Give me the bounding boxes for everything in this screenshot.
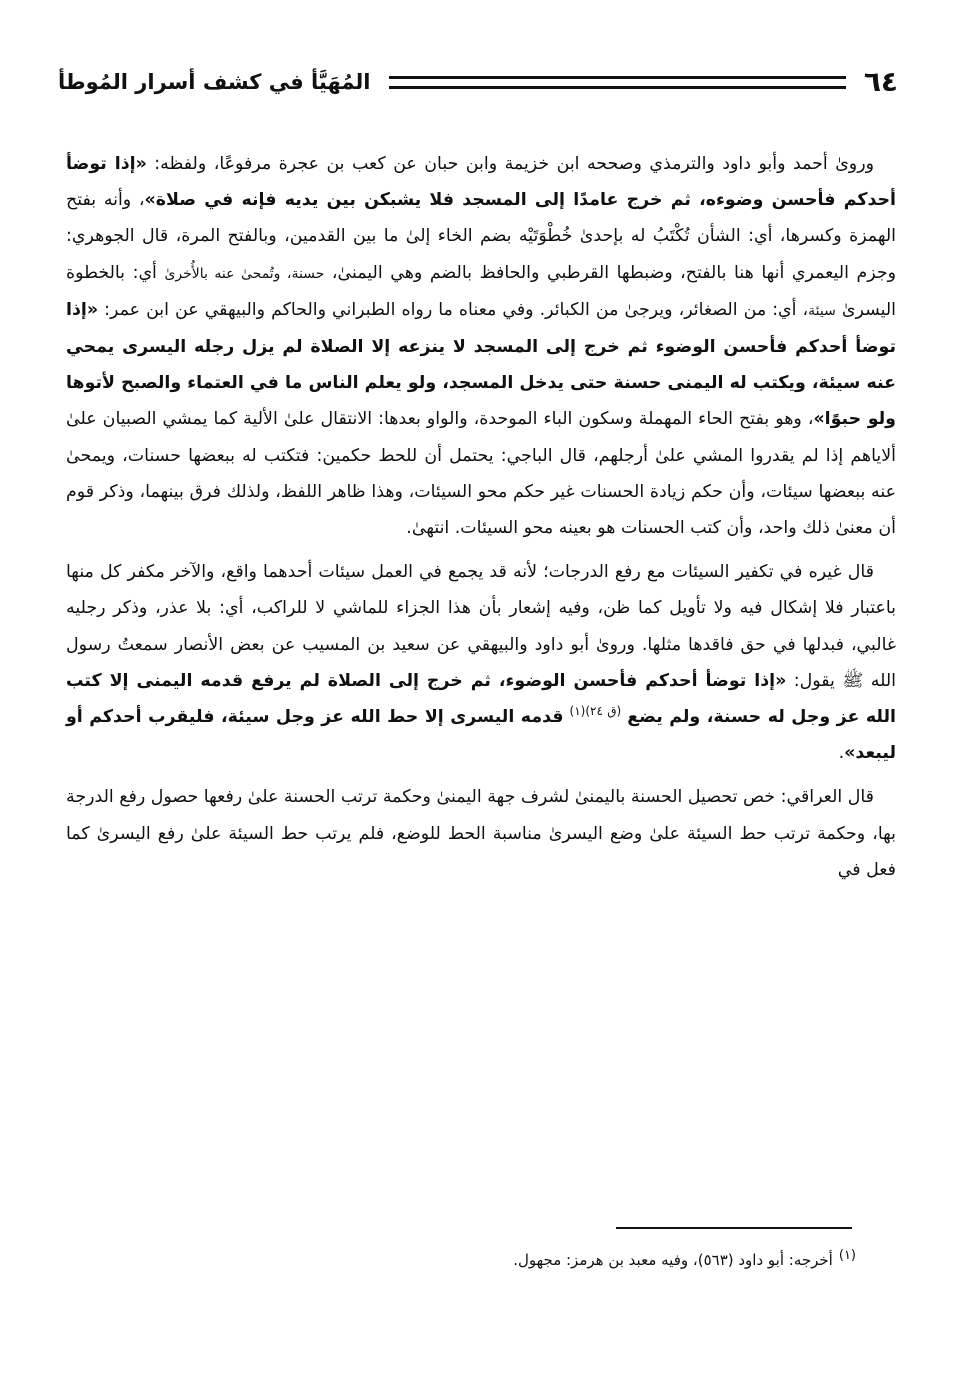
paragraph-2 [66, 554, 896, 771]
text-run: ، وهو بفتح الحاء المهملة وسكون الباء الموحدة، والواو بعدها: الانتقال علىٰ الألية كما يمشي الصبيان علىٰ ألاياهم إذا لم يقدروا المشي علىٰ أرجلهم، قال الباجي: يحتمل أن للحط حكمين: فتكتب له ببعضها حسنات، ويمحىٰ عنه ببعضها سيئات، وأن حكم زيادة الحسنات غير حكم محو السيئات، وهذا ظاهر اللفظ، ولذلك فرق بينهما، وذكر قوم أن معنىٰ ذلك واحد، وأن كتب الحسنات هو بعينه محو السيئات. انتهىٰ. [66, 409, 896, 539]
header-double-rule [389, 76, 846, 89]
text-run: قال العراقي: خص تحصيل الحسنة باليمنىٰ لشرف جهة اليمنىٰ وحكمة ترتب الحسنة علىٰ رفعها حصول رفع الدرجة بها، وحكمة ترتب حط السيئة علىٰ وضع اليسرىٰ مناسبة الحط للوضع، فلم يرتب حط السيئة علىٰ رفع اليسرىٰ كما فعل في [66, 787, 896, 880]
paragraph-1 [66, 146, 896, 546]
footnote-text: أخرجه: أبو داود (٥٦٣)، وفيه معبد بن هرمز: مجهول. [513, 1251, 833, 1269]
footnote-marker: (١) [838, 1248, 856, 1263]
running-header [58, 62, 898, 102]
manuscript-folio-marker: (ق ٢٤) [585, 704, 622, 719]
matn-quote: سيئة [808, 302, 836, 319]
text-run: . [838, 743, 845, 764]
hadith-quote: «إذا توضأ أحدكم فأحسن وضوءه، ثم خرج عامدًا إلى المسجد فلا يشبكن بين يديه فإنه في صلاة» [66, 154, 896, 211]
footnote [300, 1242, 856, 1274]
paragraph-3 [66, 779, 896, 888]
main-text [66, 146, 896, 888]
text-run: ، وأنه بفتح الهمزة وكسرها، أي: الشأن تُكْتَبُ له بإحدىٰ خُطْوَتَيْه بضم الخاء إلىٰ ما بين القدمين، وبالفتح المرة، قال الجوهري: وجزم اليعمري أنها هنا بالفتح، وضبطها القرطبي والحافظ بالضم وهي اليمنىٰ، [66, 190, 896, 283]
text-run: أي: بالخطوة اليسرىٰ [66, 262, 896, 320]
hadith-quote: «إذا توضأ أحدكم فأحسن الوضوء، ثم خرج إلى الصلاة لم يرفع قدمه اليمنى إلا كتب الله عز وجل له حسنة، ولم يضع [66, 670, 897, 728]
page-number: ٦٤ [863, 65, 898, 98]
book-title: المُهَيَّأ في كشف أسرار المُوطأ [58, 70, 371, 94]
text-run: وروىٰ أحمد وأبو داود والترمذي وصححه ابن خزيمة وابن حبان عن كعب بن عجرة مرفوعًا، ولفظه: [146, 154, 874, 174]
hadith-quote: «إذا توضأ أحدكم فأحسن الوضوء ثم خرج إلى المسجد لا ينزعه إلا الصلاة لم يزل رجله اليسرى يمحي عنه سيئة، ويكتب له اليمنى حسنة حتى يدخل المسجد، ولو يعلم الناس ما في العتماء والصبح لأتوها ولو حبوًا» [66, 299, 896, 430]
matn-quote: حسنة، وتُمحىٰ عنه بالأُخرىٰ [164, 265, 325, 282]
text-run: ، أي: من الصغائر، ويرجىٰ من الكبائر. وفي معناه ما رواه الطبراني والحاكم والبيهقي عن ابن عمر: [98, 299, 809, 320]
text-run: قال غيره في تكفير السيئات مع رفع الدرجات؛ لأنه قد يجمع في العمل سيئات أحدهما واقع، والآخر مكفر كل منها باعتبار فلا إشكال فيه ولا تأويل كما ظن، وفيه إشعار بأن هذا الجزاء للماشي لا للراكب، أي: بلا عذر، وذكر رجليه غالبي، فبدلها في حق فاقدها مثلها. وروىٰ أبو داود والبيهقي عن سعيد بن المسيب عن بعض الأنصار سمعتُ رسول الله ﷺ يقول: [66, 562, 896, 691]
footnote-reference: (١) [569, 704, 586, 719]
hadith-quote: قدمه اليسرى إلا حط الله عز وجل سيئة، فليقرب أحدكم أو ليبعد» [66, 707, 896, 764]
footnote-separator [616, 1227, 852, 1229]
